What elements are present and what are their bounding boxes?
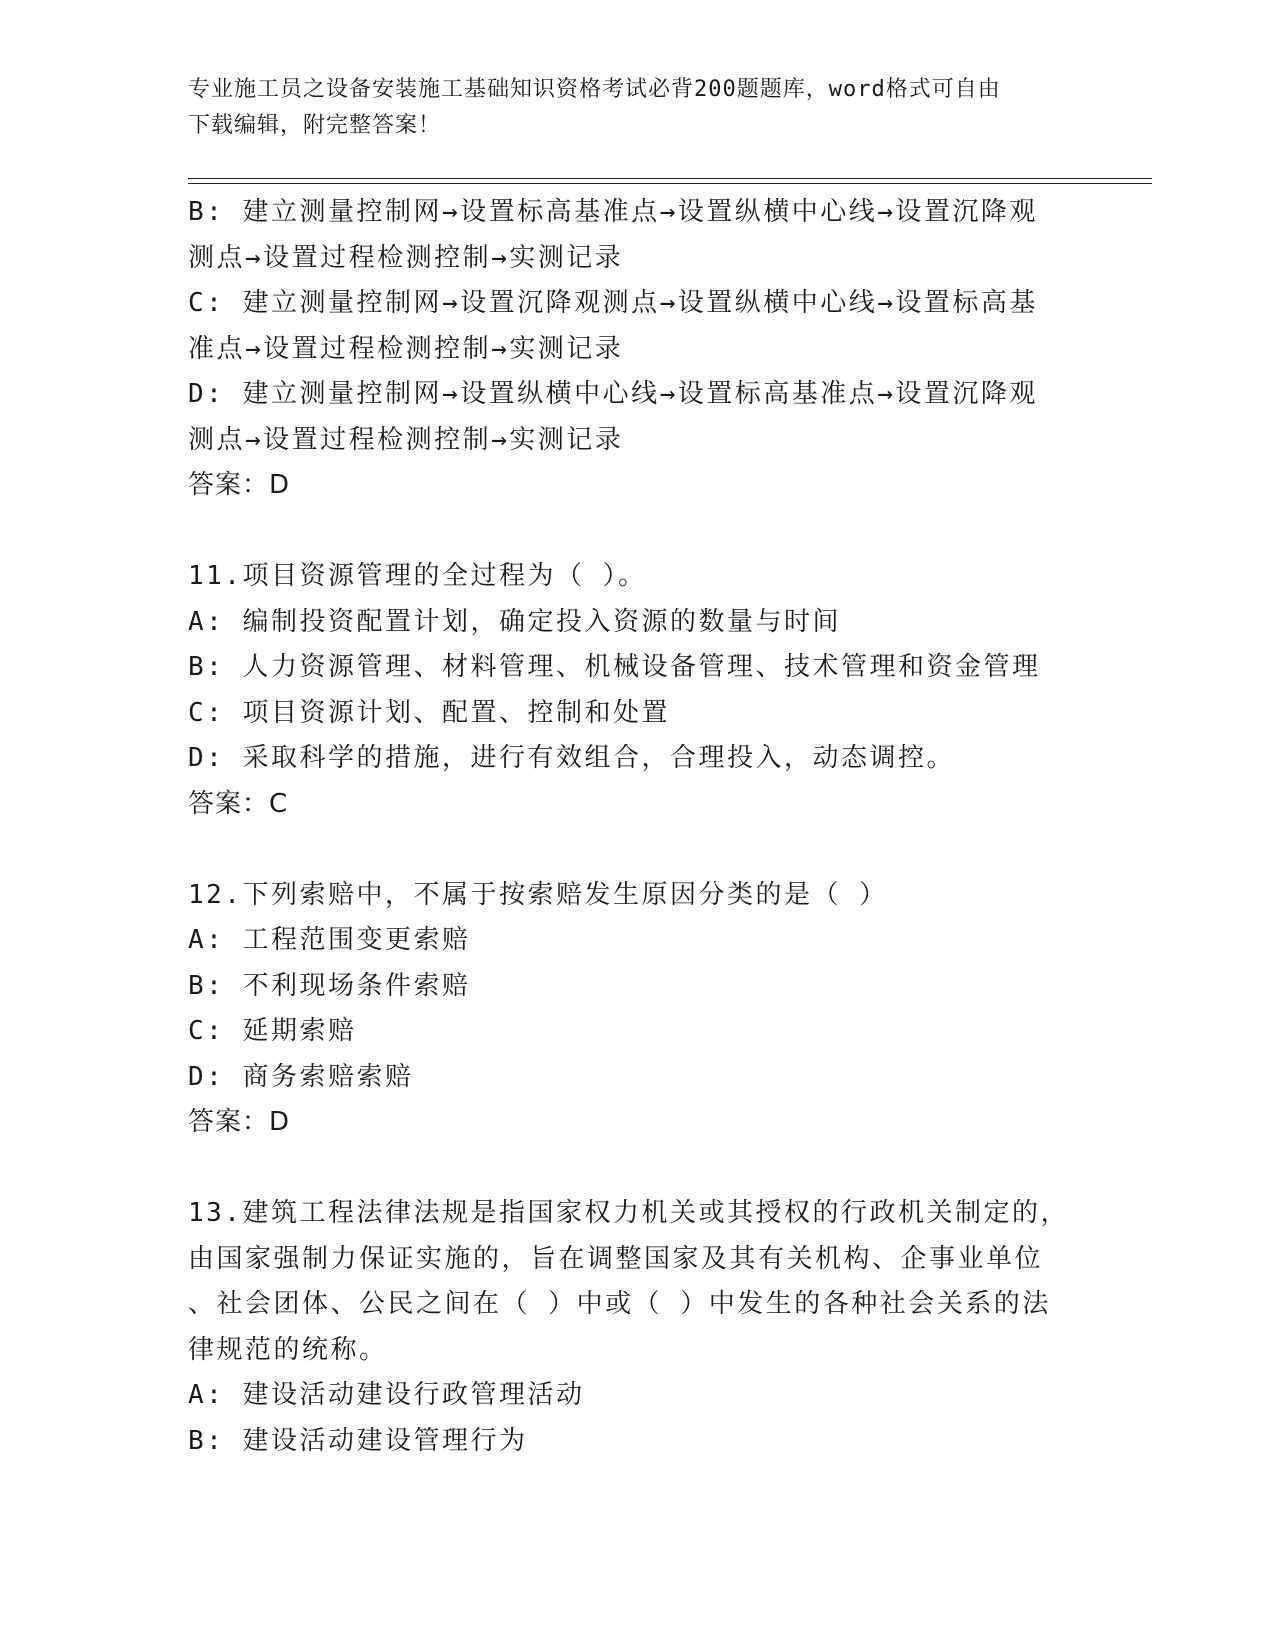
- question-stem-line-2: 由国家强制力保证实施的，旨在调整国家及其有关机构、企事业单位: [188, 1243, 1044, 1274]
- question-10: [188, 190, 1088, 509]
- question-stem-line-3: 、社会团体、公民之间在（ ）中或（ ）中发生的各种社会关系的法: [188, 1289, 1051, 1319]
- question-stem: 12.下列索赔中，不属于按索赔发生原因分类的是（ ）: [188, 879, 888, 910]
- spacer: [188, 1146, 1088, 1192]
- document-header: [188, 72, 1068, 144]
- option-d: D: 商务索赔索赔: [188, 1061, 414, 1092]
- option-d-line-2: 测点→设置过程检测控制→实测记录: [188, 424, 624, 455]
- option-c: C: 项目资源计划、配置、控制和处置: [188, 697, 670, 728]
- option-d: D: 采取科学的措施，进行有效组合，合理投入，动态调控。: [188, 743, 955, 773]
- header-divider-top: [188, 178, 1152, 179]
- spacer: [188, 509, 1088, 555]
- answer: 答案：C: [188, 788, 289, 819]
- option-c: C: 延期索赔: [188, 1016, 357, 1046]
- question-12: [188, 873, 1088, 1146]
- option-a: A: 建设活动建设行政管理活动: [188, 1380, 585, 1410]
- answer: 答案：D: [188, 1107, 291, 1137]
- header-divider-bottom: [188, 183, 1152, 184]
- header-title-line-2: 下载编辑，附完整答案！: [188, 113, 442, 138]
- option-c-line-1: C: 建立测量控制网→设置沉降观测点→设置纵横中心线→设置标高基: [188, 288, 1038, 318]
- question-11: [188, 554, 1088, 827]
- option-b-line-1: B: 建立测量控制网→设置标高基准点→设置纵横中心线→设置沉降观: [188, 197, 1038, 227]
- header-title-line-1: 专业施工员之设备安装施工基础知识资格考试必背200题题库，word格式可自由: [188, 77, 1001, 102]
- question-stem-line-1: 13.建筑工程法律法规是指国家权力机关或其授权的行政机关制定的，: [188, 1198, 1069, 1228]
- question-stem: 11.项目资源管理的全过程为（ ）。: [188, 561, 647, 591]
- option-a: A: 编制投资配置计划，确定投入资源的数量与时间: [188, 606, 841, 637]
- option-b-line-2: 测点→设置过程检测控制→实测记录: [188, 242, 624, 273]
- option-d-line-1: D: 建立测量控制网→设置纵横中心线→设置标高基准点→设置沉降观: [188, 379, 1038, 409]
- question-13: [188, 1191, 1088, 1464]
- option-c-line-2: 准点→设置过程检测控制→实测记录: [188, 333, 624, 364]
- question-stem-line-4: 律规范的统称。: [188, 1334, 388, 1365]
- option-b: B: 建设活动建设管理行为: [188, 1425, 528, 1456]
- option-a: A: 工程范围变更索赔: [188, 925, 471, 955]
- spacer: [188, 827, 1088, 873]
- option-b: B: 不利现场条件索赔: [188, 970, 471, 1001]
- question-list: [188, 190, 1088, 1464]
- option-b: B: 人力资源管理、材料管理、机械设备管理、技术管理和资金管理: [188, 652, 1041, 682]
- answer: 答案：D: [188, 470, 291, 500]
